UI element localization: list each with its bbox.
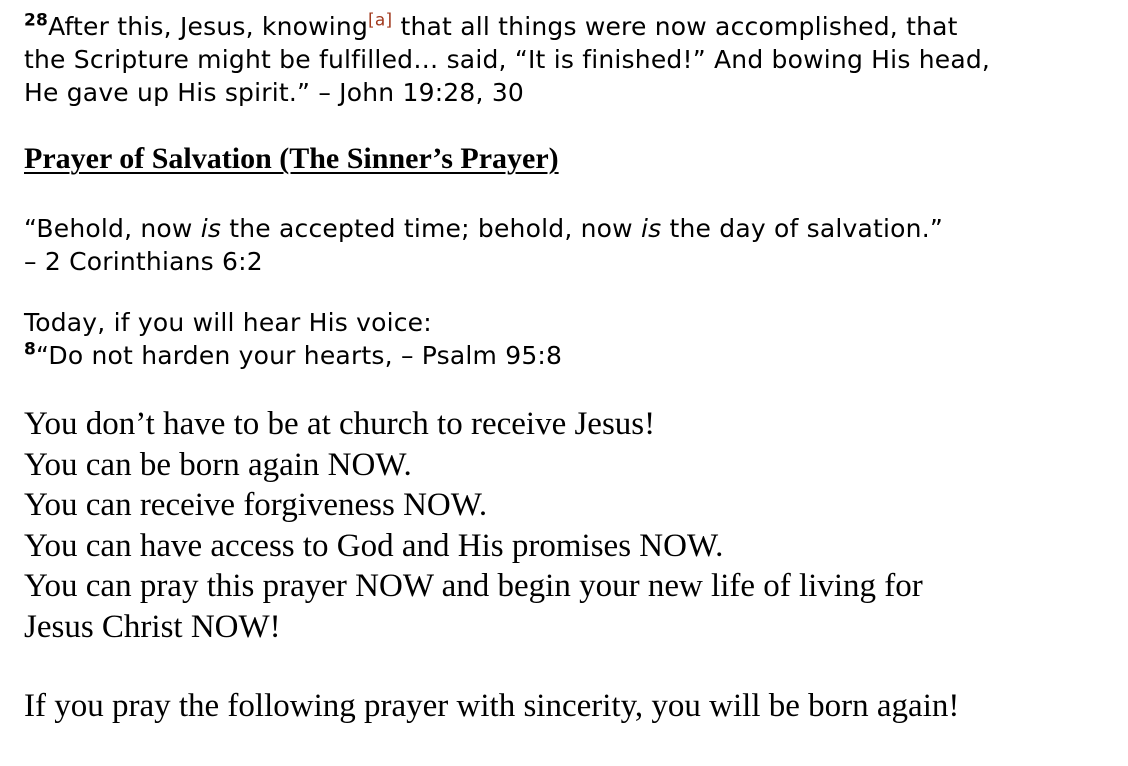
verse-number: 28: [24, 10, 49, 31]
encouragement-line: You can receive forgiveness NOW.: [24, 487, 488, 523]
corinthians-reference: – 2 Corinthians 6:2: [24, 247, 263, 276]
corinthians-text-2: the accepted time; behold, now: [221, 214, 641, 243]
john-scripture-paragraph: [24, 10, 990, 109]
john-line-2: the Scripture might be fulfilled… said, “It is finished!” And bowing His head,: [24, 45, 991, 74]
john-line-3: He gave up His spirit.” – John 19:28, 30: [24, 78, 525, 107]
encouragement-line: Jesus Christ NOW!: [24, 608, 281, 645]
psalm-scripture-paragraph: [24, 306, 562, 372]
psalm-line-1: Today, if you will hear His voice:: [24, 308, 432, 337]
psalm-line-2: [24, 339, 562, 372]
verse-number: 8: [24, 339, 37, 360]
john-text-2: that all things were now accomplished, that: [392, 12, 958, 41]
corinthians-text-3: the day of salvation.”: [661, 214, 944, 243]
encouragement-line: You can be born again NOW.: [24, 446, 412, 483]
corinthians-italic-1: is: [200, 214, 222, 243]
encouragement-line: You don’t have to be at church to receive Jesus!: [24, 406, 656, 442]
corinthians-line-1: [24, 212, 943, 245]
corinthians-scripture-paragraph: [24, 212, 943, 278]
encouragement-line: You can have access to God and His promises NOW.: [24, 527, 724, 564]
section-heading: Prayer of Salvation (The Sinner’s Prayer): [24, 142, 559, 175]
john-line-1: [24, 10, 990, 43]
corinthians-text-1: “Behold, now: [24, 214, 201, 243]
corinthians-italic-2: is: [640, 214, 662, 243]
closing-paragraph: If you pray the following prayer with sincerity, you will be born again!: [24, 688, 960, 724]
footnote-link[interactable]: [a]: [368, 10, 393, 31]
psalm-text: “Do not harden your hearts, – Psalm 95:8: [36, 341, 563, 370]
encouragement-paragraph: [24, 404, 923, 647]
encouragement-line: You can pray this prayer NOW and begin your new life of living for: [24, 568, 923, 604]
john-text-1: After this, Jesus, knowing: [48, 12, 369, 41]
